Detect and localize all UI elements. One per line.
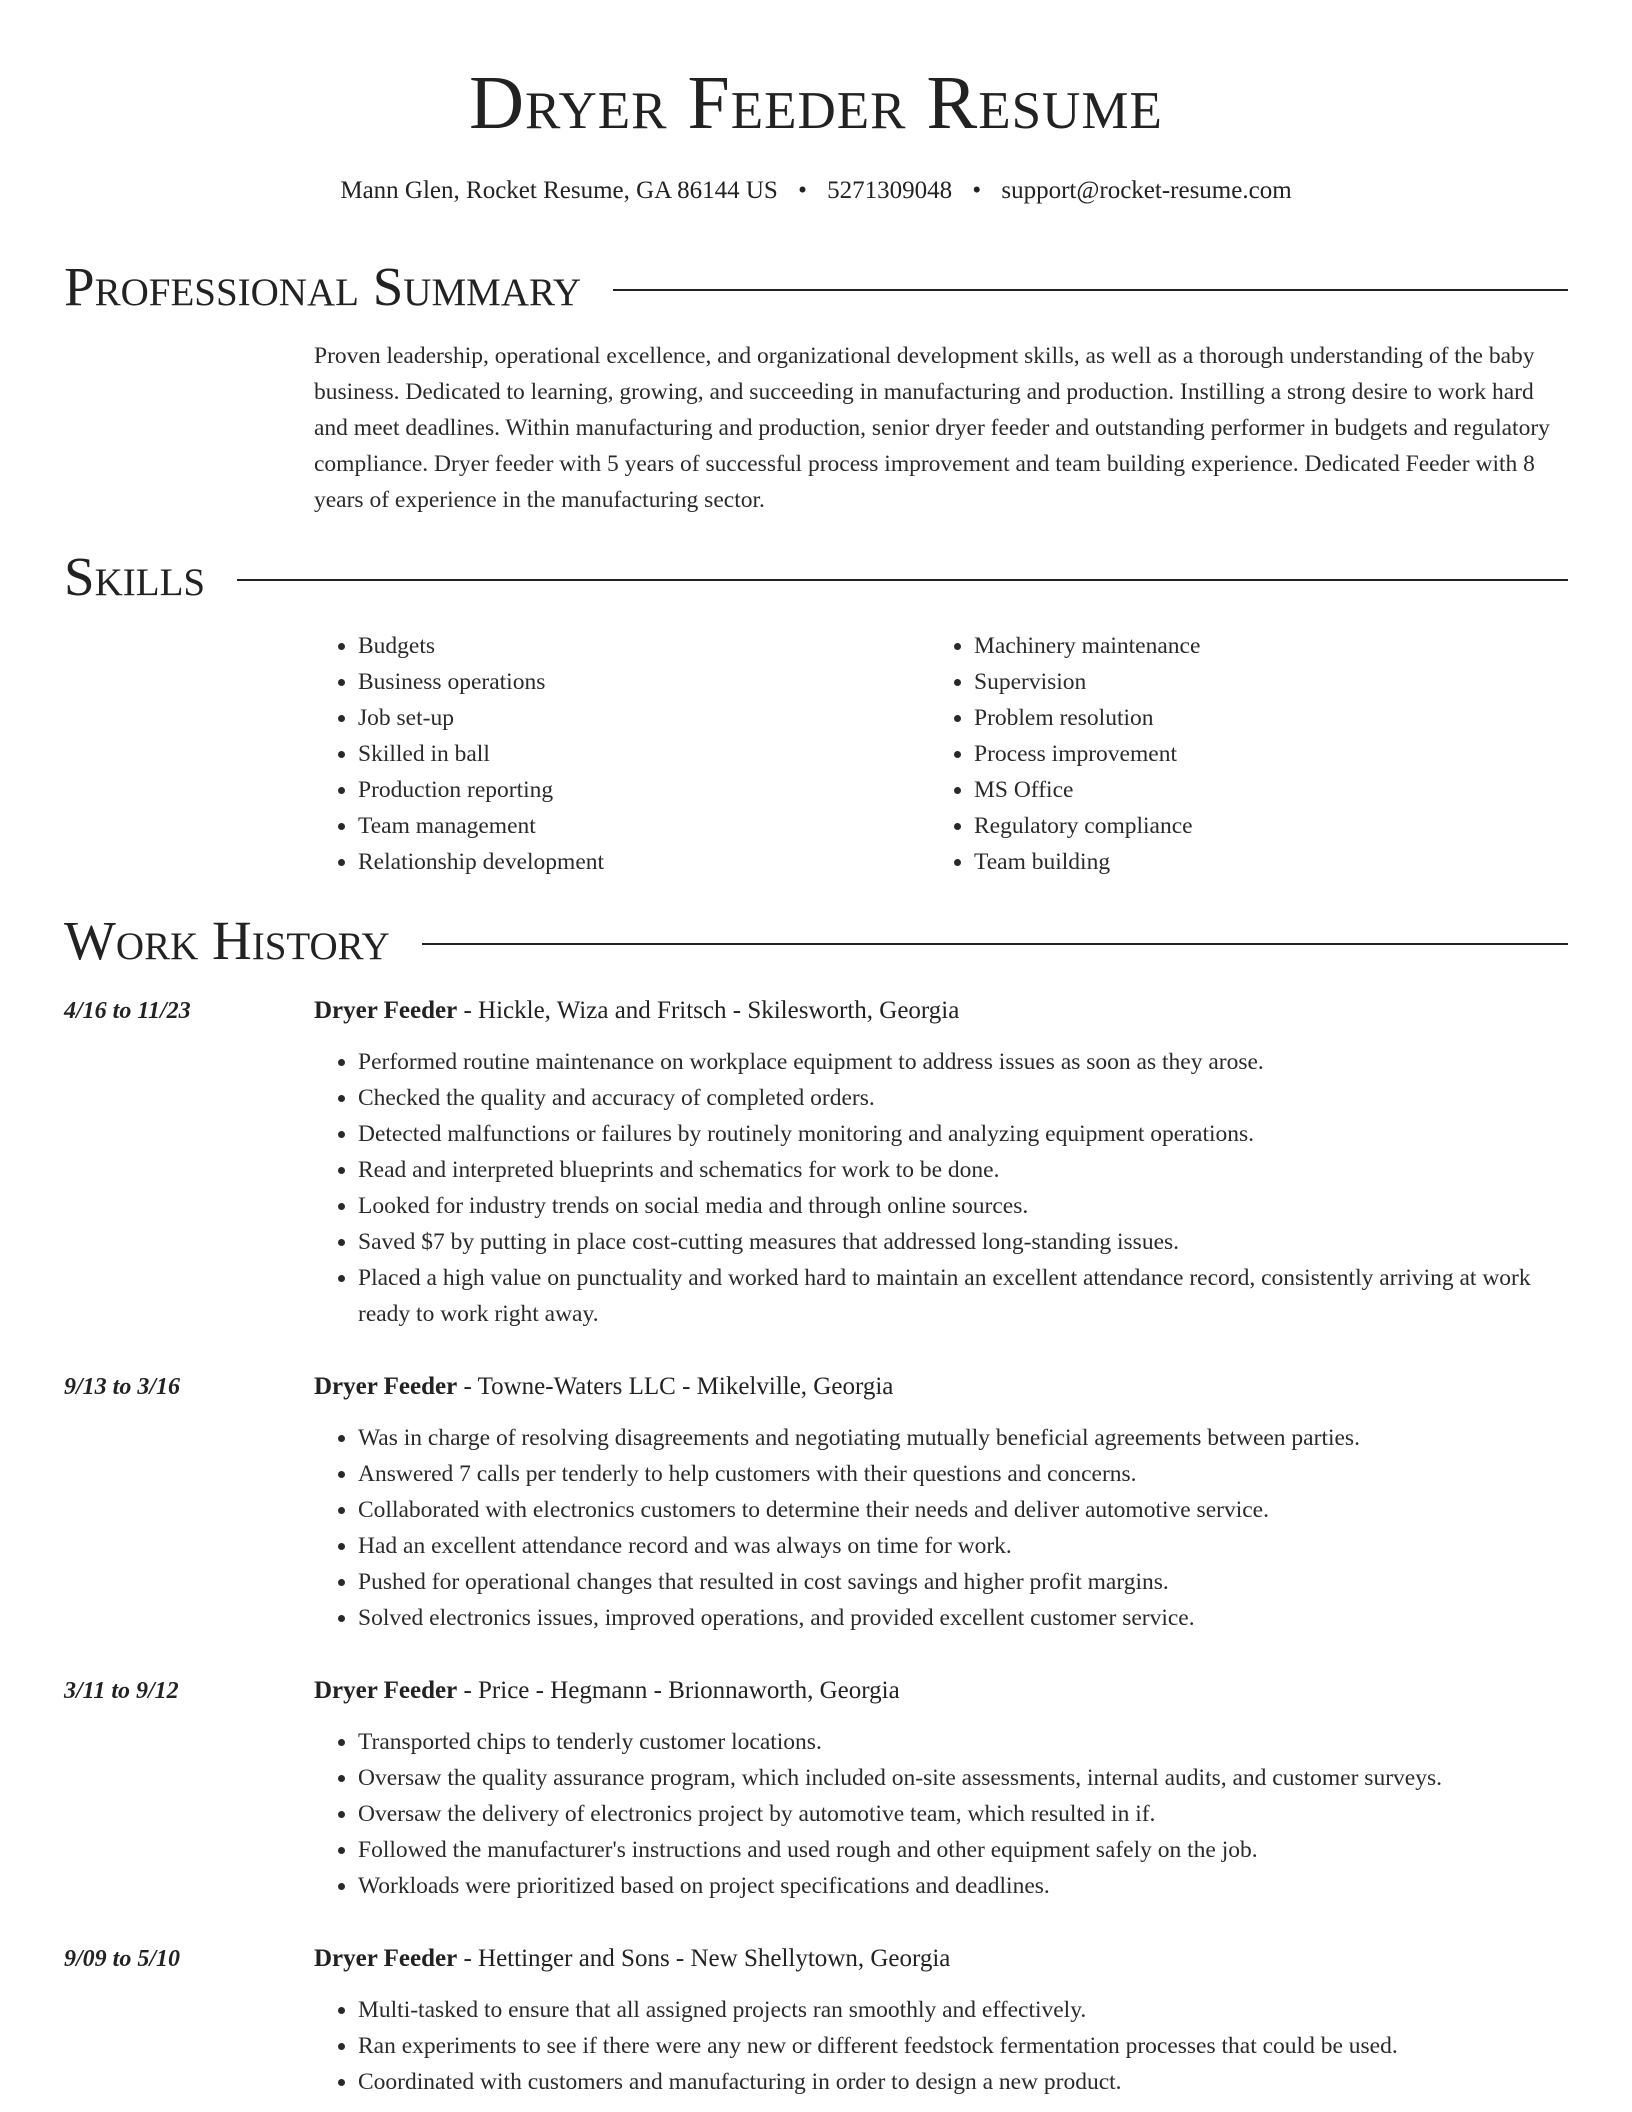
skill-item: • Supervision (974, 664, 1546, 700)
job-bullet: • Saved $7 by putting in place cost-cutting measures that addressed long-standing issues. (358, 1224, 1568, 1260)
contact-phone: 5271309048 (827, 177, 953, 204)
section-divider (237, 579, 1568, 581)
job-bullet: • Solved electronics issues, improved operations, and provided excellent customer service. (358, 1600, 1568, 1636)
job-role: Dryer Feeder (314, 1677, 458, 1704)
section-divider (422, 943, 1568, 945)
summary-text: Proven leadership, operational excellence, and organizational development skills, as well as a thorough understanding of the baby business. Dedicated to learning, growing, and succeeding in manufacturing and production. Instilling a strong desire to work hard and meet deadlines. Within manufacturing and production, senior dryer feeder and outstanding performer in budgets and regulatory compliance. Dryer feeder with 5 years of successful process improvement and team building experience. Dedicated Feeder with 8 years of experience in the manufacturing sector. (314, 343, 1550, 513)
job-bullet: • Performed routine maintenance on workplace equipment to address issues as soon as they arose. (358, 1044, 1568, 1080)
job-dates: 9/09 to 5/10 (64, 1946, 181, 1972)
job-bullet: • Was in charge of resolving disagreements and negotiating mutually beneficial agreements between parties. (358, 1420, 1568, 1456)
job-bullet: • Checked the quality and accuracy of completed orders. (358, 1080, 1568, 1116)
skills-heading: Skills (64, 546, 206, 607)
work-section-header (64, 910, 1568, 972)
job-bullet: • Read and interpreted blueprints and schematics for work to be done. (358, 1152, 1568, 1188)
job-bullet: • Had an excellent attendance record and was always on time for work. (358, 1528, 1568, 1564)
job-bullet: • Workloads were prioritized based on project specifications and deadlines. (358, 1868, 1568, 1904)
skills-list (314, 628, 1568, 880)
job-bullets (314, 1420, 1568, 1636)
summary-heading: Professional Summary (64, 256, 582, 317)
skill-item: • MS Office (974, 772, 1546, 808)
skill-item: • Process improvement (974, 736, 1546, 772)
job-bullet: • Collaborated with electronics customers to determine their needs and deliver automotive service. (358, 1492, 1568, 1528)
skill-item: • Machinery maintenance (974, 628, 1546, 664)
job-bullet: • Coordinated with customers and manufacturing in order to design a new product. (358, 2064, 1568, 2100)
job-bullets (314, 1724, 1568, 1904)
job-dates: 3/11 to 9/12 (64, 1678, 179, 1704)
job-bullet: • Transported chips to tenderly customer locations. (358, 1724, 1568, 1760)
job-role: Dryer Feeder (314, 1945, 458, 1972)
skill-item: • Job set-up (358, 700, 930, 736)
job-heading (314, 1674, 900, 1708)
job-bullet: • Ran experiments to see if there were any new or different feedstock fermentation processes that could be used. (358, 2028, 1568, 2064)
skill-item: • Relationship development (358, 844, 930, 880)
job-bullet: • Followed the manufacturer's instructions and used rough and other equipment safely on the job. (358, 1832, 1568, 1868)
contact-line (0, 174, 1632, 208)
job-employer: - Towne-Waters LLC - Mikelville, Georgia (457, 1373, 894, 1400)
job-role: Dryer Feeder (314, 997, 458, 1024)
skill-item: • Regulatory compliance (974, 808, 1546, 844)
job-employer: - Hettinger and Sons - New Shellytown, Georgia (457, 1945, 951, 1972)
job-employer: - Price - Hegmann - Brionnaworth, Georgia (457, 1677, 900, 1704)
skills-section-header (64, 546, 1568, 608)
page-title: Dryer Feeder Resume (469, 61, 1163, 145)
summary-section-header (64, 256, 1568, 318)
job-dates: 9/13 to 3/16 (64, 1374, 181, 1400)
job-dates: 4/16 to 11/23 (64, 998, 191, 1024)
skill-item: • Budgets (358, 628, 930, 664)
skill-item: • Skilled in ball (358, 736, 930, 772)
job-heading (314, 1370, 893, 1404)
contact-address: Mann Glen, Rocket Resume, GA 86144 US (340, 177, 778, 204)
work-heading: Work History (64, 910, 390, 971)
job-bullet: • Detected malfunctions or failures by routinely monitoring and analyzing equipment operations. (358, 1116, 1568, 1152)
job-bullet: • Oversaw the quality assurance program, which included on-site assessments, internal audits, and customer surveys. (358, 1760, 1568, 1796)
skill-item: • Team building (974, 844, 1546, 880)
skill-item: • Team management (358, 808, 930, 844)
job-employer: - Hickle, Wiza and Fritsch - Skilesworth, Georgia (457, 997, 960, 1024)
skill-item: • Problem resolution (974, 700, 1546, 736)
job-bullets (314, 1992, 1568, 2100)
job-bullet: • Placed a high value on punctuality and worked hard to maintain an excellent attendance record, consistently arriving at work ready to work right away. (358, 1260, 1568, 1332)
job-bullet: • Multi-tasked to ensure that all assigned projects ran smoothly and effectively. (358, 1992, 1568, 2028)
job-role: Dryer Feeder (314, 1373, 458, 1400)
job-heading (314, 994, 959, 1028)
contact-separator: • (798, 177, 807, 204)
job-bullet: • Oversaw the delivery of electronics project by automotive team, which resulted in if. (358, 1796, 1568, 1832)
section-divider (613, 289, 1568, 291)
job-bullet: • Pushed for operational changes that resulted in cost savings and higher profit margins. (358, 1564, 1568, 1600)
job-bullet: • Looked for industry trends on social media and through online sources. (358, 1188, 1568, 1224)
skills-column-left (314, 628, 930, 880)
skill-item: • Production reporting (358, 772, 930, 808)
job-heading (314, 1942, 950, 1976)
contact-separator: • (972, 177, 982, 204)
skill-item: • Business operations (358, 664, 930, 700)
job-bullet: • Answered 7 calls per tenderly to help customers with their questions and concerns. (358, 1456, 1568, 1492)
skills-column-right (930, 628, 1546, 880)
job-bullets (314, 1044, 1568, 1332)
contact-email: support@rocket-resume.com (1001, 177, 1292, 204)
